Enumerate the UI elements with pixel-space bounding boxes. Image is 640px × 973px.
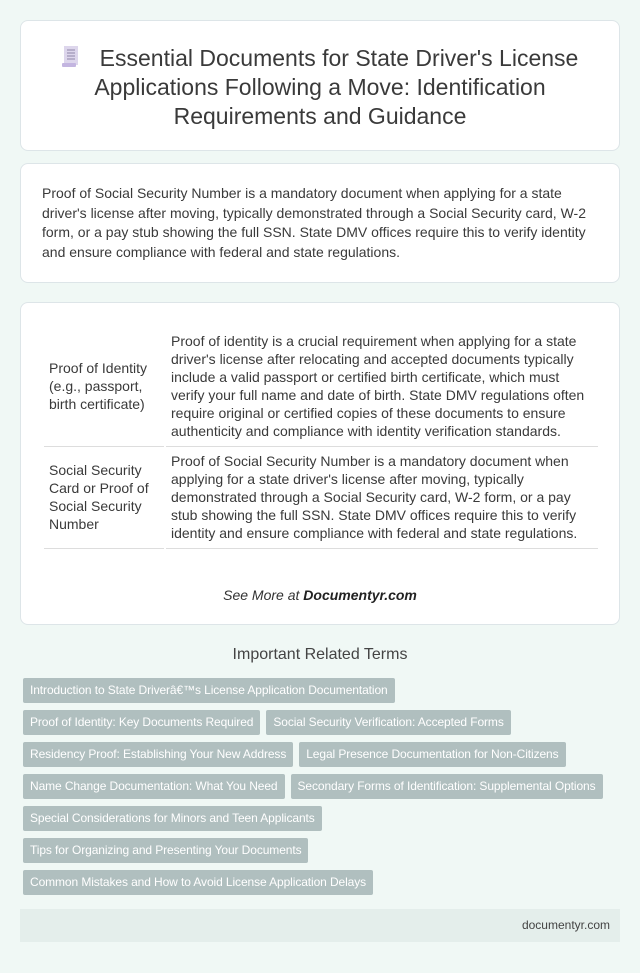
row-description: Proof of identity is a crucial requirement when applying for a state driver's license after relocating and accepted documents typically include a valid passport or certified birth certificate, which must verify your full name and date of birth. State DMV regulations often require original or certified copies of these documents to ensure authenticity and compliance with identity verification standards.	[166, 327, 598, 447]
related-term-tag[interactable]: Secondary Forms of Identification: Supplemental Options	[291, 774, 603, 799]
related-term-tag[interactable]: Proof of Identity: Key Documents Required	[23, 710, 260, 735]
row-label: Social Security Card or Proof of Social Security Number	[44, 447, 164, 549]
related-term-tag[interactable]: Common Mistakes and How to Avoid License Application Delays	[23, 870, 373, 895]
see-more	[21, 587, 619, 603]
related-term-tag[interactable]: Legal Presence Documentation for Non-Citizens	[299, 742, 565, 767]
document-icon	[62, 46, 80, 68]
related-terms-title: Important Related Terms	[232, 646, 408, 663]
see-more-link[interactable]: Documentyr.com	[303, 587, 417, 603]
row-description: Proof of Social Security Number is a mandatory document when applying for a state driver's license after moving, typically demonstrated through a Social Security card, W-2 form, or a pay stub showing the full SSN. State DMV offices require this to verify identity and ensure compliance with federal and state regulations.	[166, 447, 598, 549]
related-term-tag[interactable]: Residency Proof: Establishing Your New Address	[23, 742, 293, 767]
related-terms-list	[23, 678, 620, 902]
footer-site-link[interactable]: documentyr.com	[521, 918, 610, 932]
related-term-tag[interactable]: Tips for Organizing and Presenting Your Documents	[23, 838, 308, 863]
row-label: Proof of Identity (e.g., passport, birth certificate)	[44, 327, 164, 447]
title-card	[20, 20, 620, 151]
related-term-tag[interactable]: Introduction to State Driverâ€™s License Application Documentation	[23, 678, 395, 703]
table-row	[44, 327, 598, 447]
page-title: Essential Documents for State Driver's License Applications Following a Move: Identification Requirements and Guidance	[94, 45, 579, 129]
requirements-table	[42, 327, 600, 549]
intro-card	[20, 163, 620, 283]
see-more-prefix: See More at	[223, 587, 304, 603]
page-title-wrap	[21, 44, 619, 131]
footer	[20, 909, 620, 942]
related-term-tag[interactable]: Name Change Documentation: What You Need	[23, 774, 285, 799]
table-row	[44, 447, 598, 549]
related-term-tag[interactable]: Special Considerations for Minors and Teen Applicants	[23, 806, 322, 831]
requirements-card	[20, 302, 620, 625]
intro-text: Proof of Social Security Number is a mandatory document when applying for a state driver's license after moving, typically demonstrated through a Social Security card, W-2 form, or a pay stub showing the full SSN. State DMV offices require this to verify identity and ensure compliance with federal and state regulations.	[42, 185, 586, 260]
related-term-tag[interactable]: Social Security Verification: Accepted Forms	[266, 710, 510, 735]
